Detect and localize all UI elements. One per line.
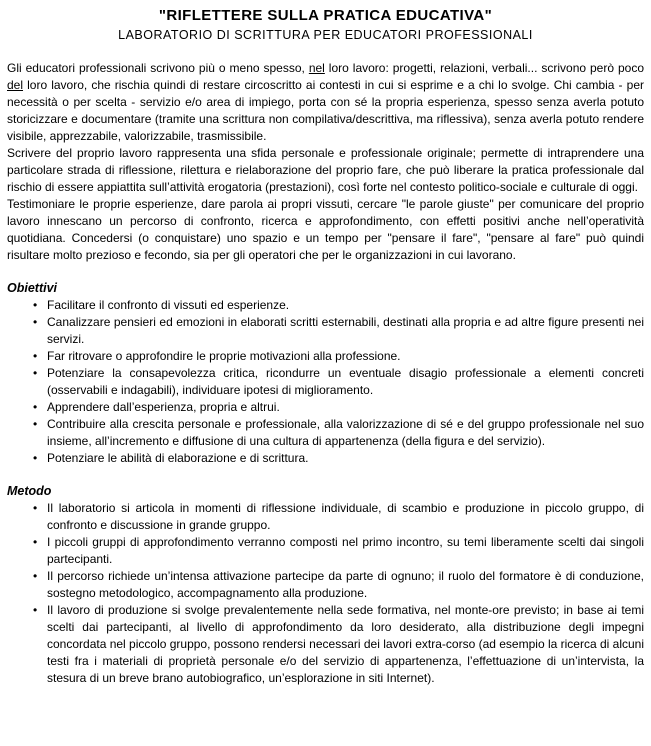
underlined-word-nel: nel (308, 61, 325, 75)
intro-paragraph-1 (7, 60, 644, 145)
obiettivi-list (7, 297, 644, 467)
list-item (7, 534, 644, 568)
bullet-text: Il lavoro di produzione si svolge prevalentemente nella sede formativa, nel monte-ore previsto; in base ai temi scelti dai partecipanti, al livello di approfondimento da loro desiderato, alla distribuzione degli impegni concordata nel piccolo gruppo, possono rendersi necessari dei lavori extra-corso (ad esempio la ricerca di alcuni testi fra i materiali di proprietà personale e/o del servizio di appartenenza, l’effettuazione di un’intervista, la stesura di un breve brano autobiografico, un’esplorazione in siti Internet). (47, 603, 644, 685)
intro-paragraph-3: Testimoniare le proprie esperienze, dare parola ai propri vissuti, cercare "le parole giuste" per comunicare del proprio lavoro innescano un percorso di confronto, ricerca e approfondimento, con effetti positivi anche nell’operatività quotidiana. Concedersi (o conquistare) uno spazio e un tempo per "pensare il fare", "pensare al fare" può quindi risultare molto prezioso e fecondo, sia per gli operatori che per le organizzazioni in cui lavorano. (7, 197, 644, 262)
bullet-text: Canalizzare pensieri ed emozioni in elaborati scritti esternabili, destinati alla propria e ad altre figure presenti nei servizi. (47, 315, 644, 346)
underlined-word-del: del (7, 78, 24, 92)
text-run: loro lavoro, che rischia quindi di restare circoscritto ai contesti in cui si esprime e a chi lo svolge. Chi cambia - per necessità o per scelta - servizio e/o area di impiego, porta con sé la propria esperienza, spesso senza averla potuto storicizzare e documentare (tramite una scrittura non compilativa/descrittiva, ma riflessiva), senza averla potuto rendere visibile, apprezzabile, valorizzabile, trasmissibile. (7, 78, 644, 143)
bullet-text: Potenziare la consapevolezza critica, ricondurre un eventuale disagio professionale a elementi concreti (osservabili e indagabili), individuare ipotesi di miglioramento. (47, 366, 644, 397)
list-item (7, 568, 644, 602)
list-item (7, 500, 644, 534)
text-run: Gli educatori professionali scrivono più o meno spesso, (7, 61, 309, 75)
list-item (7, 314, 644, 348)
list-item (7, 450, 644, 467)
bullet-text: Contribuire alla crescita personale e professionale, alla valorizzazione di sé e del gruppo professionale nel suo insieme, all’incremento e diffusione di una cultura di appartenenza (della figura e del servizio). (47, 417, 644, 448)
bullet-text: Il percorso richiede un’intensa attivazione partecipe da parte di ognuno; il ruolo del formatore è di conduzione, sostegno metodologico, accompagnamento alla produzione. (47, 569, 644, 600)
bullet-text: Apprendere dall’esperienza, propria e altrui. (47, 400, 280, 414)
list-item (7, 365, 644, 399)
bullet-text: Far ritrovare o approfondire le proprie motivazioni alla professione. (47, 349, 401, 363)
bullet-text: Il laboratorio si articola in momenti di riflessione individuale, di scambio e produzione in piccolo gruppo, di confronto e discussione in grande gruppo. (47, 501, 644, 532)
section-metodo (7, 483, 644, 687)
list-item (7, 416, 644, 450)
intro-section (7, 60, 644, 264)
section-obiettivi (7, 280, 644, 467)
document-title: "RIFLETTERE SULLA PRATICA EDUCATIVA" (158, 7, 493, 24)
list-item (7, 297, 644, 314)
list-item (7, 348, 644, 365)
intro-paragraph-2: Scrivere del proprio lavoro rappresenta una sfida personale e professionale originale; permette di intraprendere una particolare strada di riflessione, rilettura e rielaborazione del proprio fare, che può liberare la pratica professionale dal rischio di essere appiattita sull’attività erogatoria (prestazioni), così forte nel contesto politico-sociale e culturale di oggi. (7, 146, 644, 194)
bullet-text: Facilitare il confronto di vissuti ed esperienze. (47, 298, 290, 312)
bullet-text: I piccoli gruppi di approfondimento verranno composti nel primo incontro, su temi liberamente scelti dai singoli partecipanti. (47, 535, 644, 566)
section-heading-obiettivi: Obiettivi (7, 281, 58, 295)
document-subtitle: LABORATORIO DI SCRITTURA PER EDUCATORI PROFESSIONALI (118, 28, 533, 42)
list-item (7, 602, 644, 687)
section-heading-metodo: Metodo (7, 484, 52, 498)
list-item (7, 399, 644, 416)
bullet-text: Potenziare le abilità di elaborazione e di scrittura. (47, 451, 309, 465)
text-run: loro lavoro: progetti, relazioni, verbali... scrivono però poco (324, 61, 644, 75)
metodo-list (7, 500, 644, 687)
